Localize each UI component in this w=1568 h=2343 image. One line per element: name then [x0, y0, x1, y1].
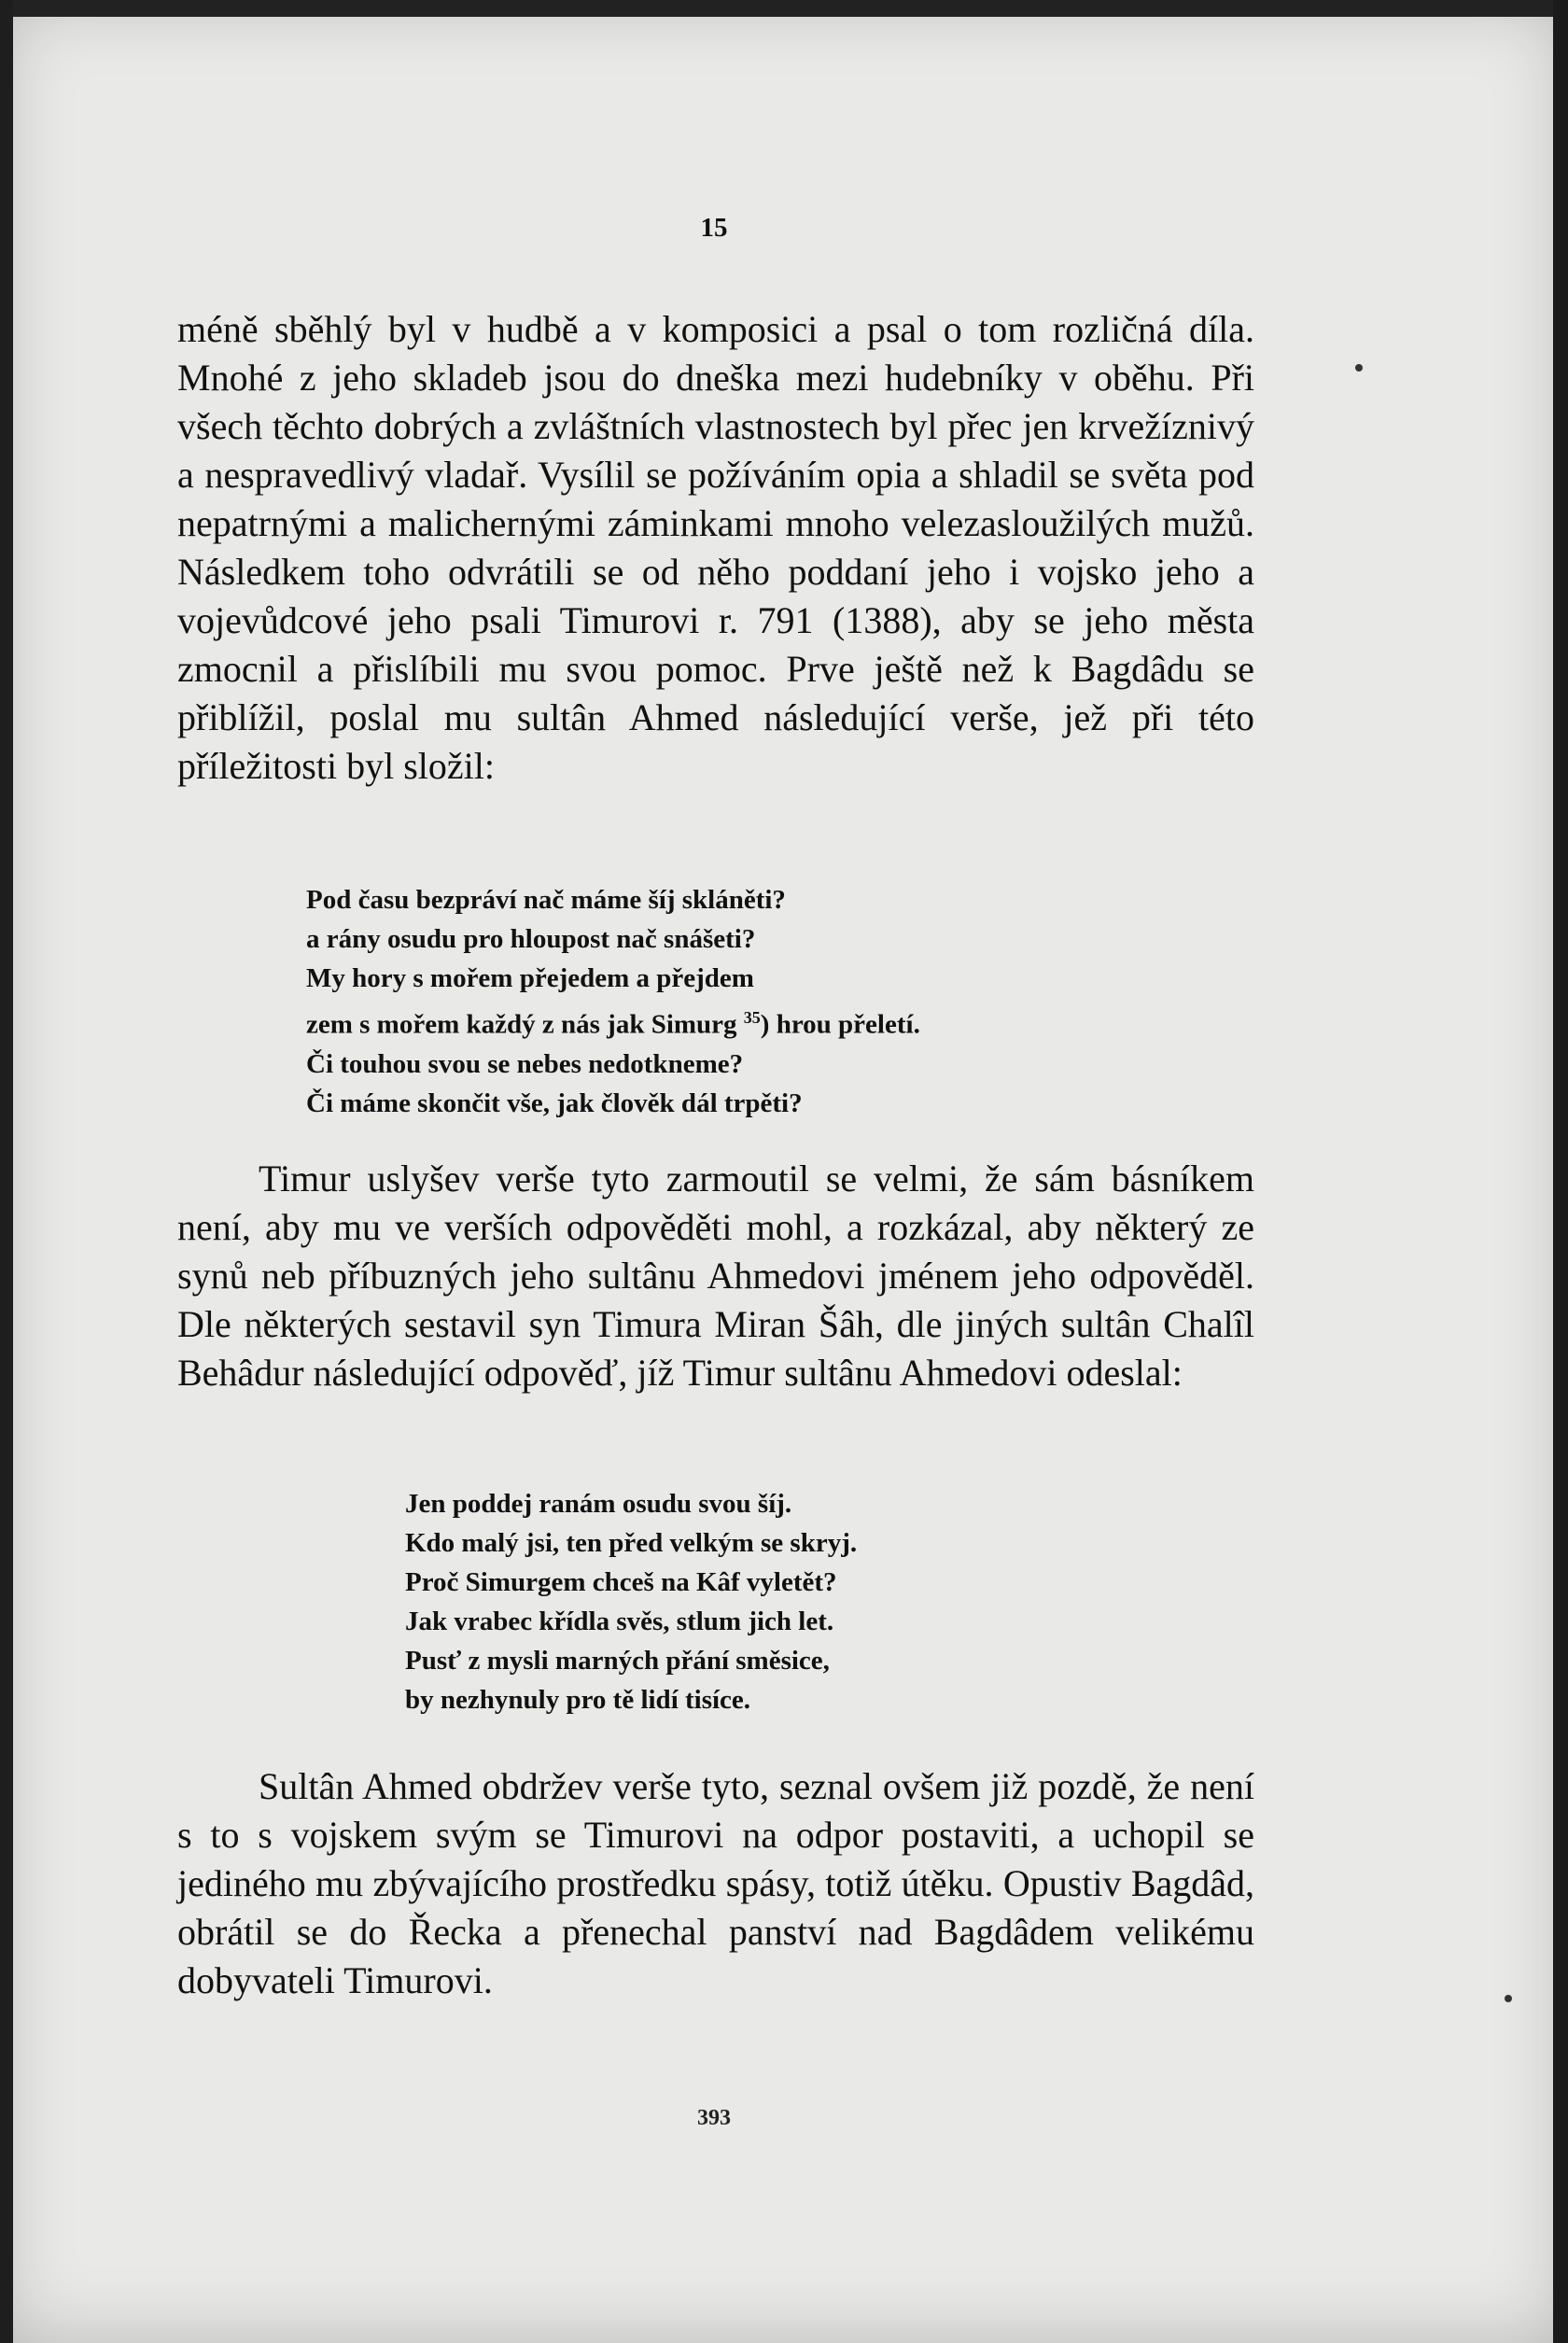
poem-2-line-6: by nezhynuly pro tě lidí tisíce.	[405, 1685, 751, 1715]
footnote-ref: 35	[743, 1008, 761, 1027]
poem-2-line-4: Jak vrabec křídla svěs, stlum jich let.	[405, 1606, 834, 1636]
poem-2-line-2: Kdo malý jsi, ten před velkým se skryj.	[405, 1528, 858, 1558]
poem-2-line-3: Proč Simurgem chceš na Kâf vyletět?	[405, 1567, 837, 1597]
scan-edge-right	[1553, 0, 1568, 2343]
poem-1-line-4	[306, 998, 1193, 1045]
poem-1-line-6: Či máme skončit vše, jak člověk dál trpěti?	[306, 1087, 803, 1118]
poem-1-line-2: a rány osudu pro hloupost nač snášeti?	[306, 924, 756, 954]
poem-2	[405, 1484, 1152, 1719]
poem-1-line-4-end: ) hrou přeletí.	[760, 1009, 920, 1040]
paragraph-3: Sultân Ahmed obdržev verše tyto, seznal ovšem již pozdě, že není s to s vojskem svým se Timurovi na odpor postaviti, a uchopil se jediného mu zbývajícího prostředku spásy, totiž útěku. Opustiv Bagdâd, obrátil se do Řecka a přenechal panství nad Bagdâdem velikému dobyvateli Timurovi.	[177, 1765, 1254, 2001]
poem-2-line-5: Pusť z mysli marných přání směsice,	[405, 1646, 830, 1676]
poem-1-line-3: My hory s mořem přejedem a přejdem	[306, 963, 754, 993]
scan-edge-left	[0, 0, 13, 2343]
poem-1	[306, 880, 1193, 1123]
poem-1-line-4-text: zem s mořem každý z nás jak Simurg	[306, 1009, 737, 1040]
scan-edge-top	[0, 0, 1568, 17]
paragraph-1: méně sběhlý byl v hudbě a v komposici a psal o tom rozličná díla. Mnohé z jeho skladeb jsou do dneška mezi hudebníky v oběhu. Při všech těchto dobrých a zvláštních vlastnostech byl přec jen krvežíznivý a nespravedlivý vladař. Vysílil se požíváním opia a shladil se světa pod nepatrnými a malichernými záminkami mnoho velezasloužilých mužů. Následkem toho odvrátili se od něho poddaní jeho i vojsko jeho a vojevůdcové jeho psali Timurovi r. 791 (1388), aby se jeho města zmocnil a přislíbili mu svou pomoc. Prve ještě než k Bagdâdu se přiblížil, poslal mu sultân Ahmed následující verše, jež při této příležitosti byl složil:	[177, 308, 1254, 787]
footer-number: 393	[697, 2106, 731, 2130]
page-number: 15	[700, 213, 728, 243]
scan-speck	[1355, 364, 1363, 372]
paragraph-2: Timur uslyšev verše tyto zarmoutil se velmi, že sám básníkem není, aby mu ve verších odpověděti mohl, a rozkázal, aby některý ze synů neb příbuzných jeho sultânu Ahmedovi jménem jeho odpověděl. Dle některých sestavil syn Timura Miran Šâh, dle jiných sultân Chalîl Behâdur následující odpověď, jíž Timur sultânu Ahmedovi odeslal:	[177, 1157, 1254, 1394]
poem-1-line-5: Či touhou svou se nebes nedotkneme?	[306, 1048, 744, 1079]
poem-2-line-1: Jen poddej ranám osudu svou šíj.	[405, 1489, 792, 1519]
scan-speck	[1505, 1995, 1512, 2002]
poem-1-line-1: Pod času bezpráví nač máme šíj skláněti?	[306, 885, 786, 915]
